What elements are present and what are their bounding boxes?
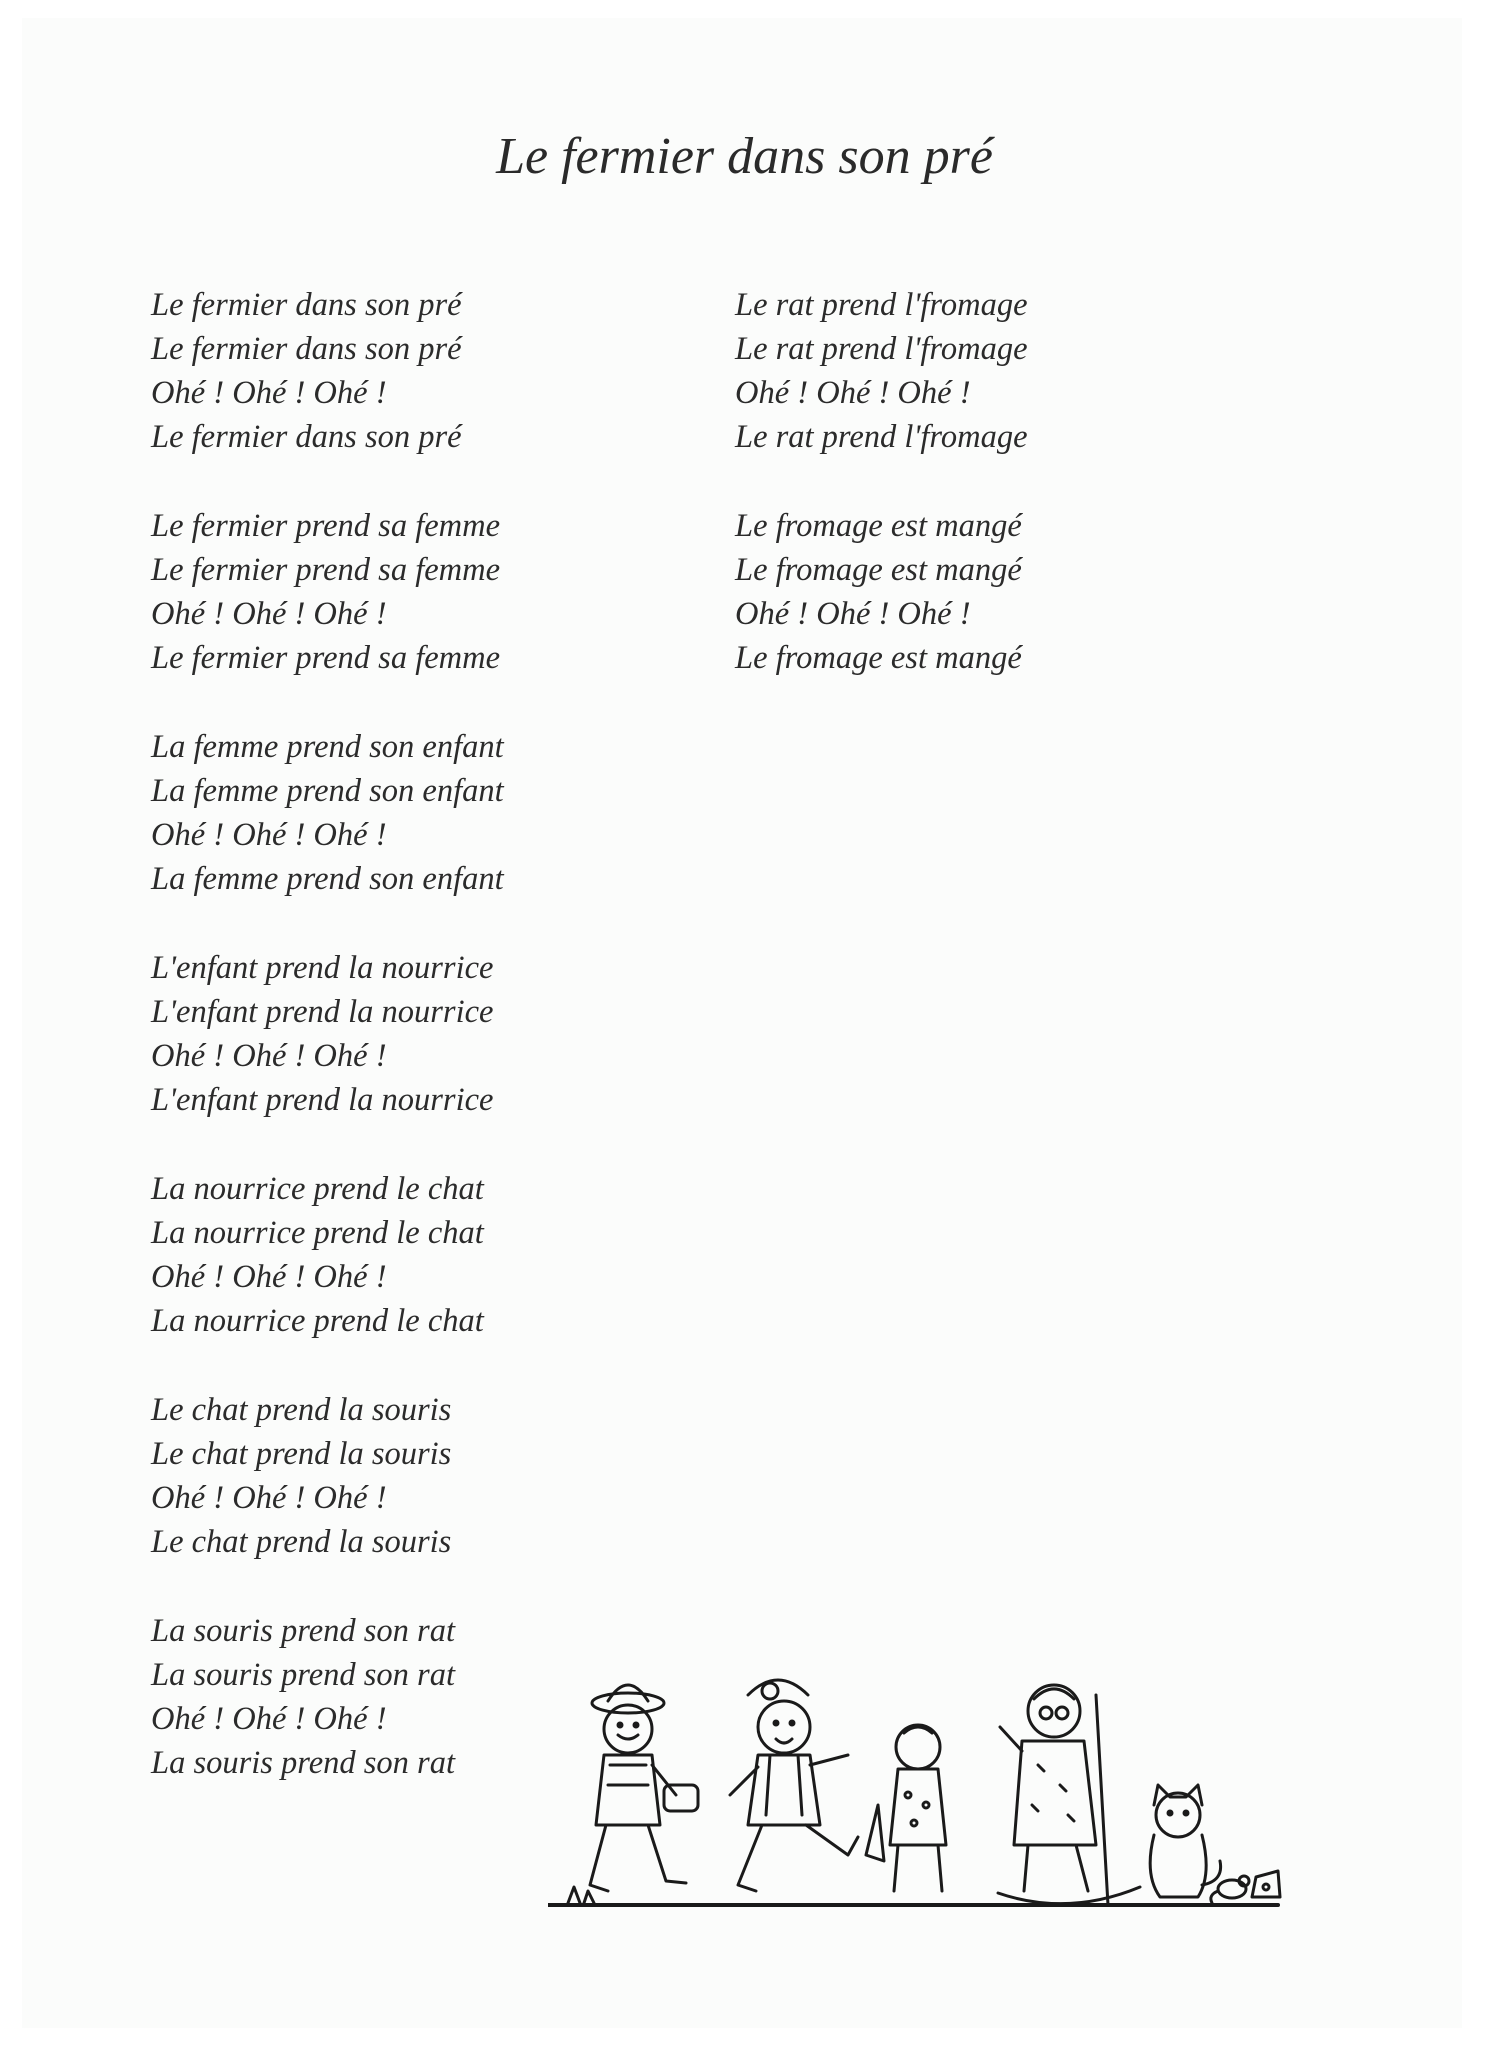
stanza [151,1167,504,1388]
lyric-line: Le fermier dans son pré [151,419,462,455]
left-lyrics-column [151,283,504,1830]
lyric-line: Ohé ! Ohé ! Ohé ! [151,1480,387,1516]
stanza [151,504,504,725]
right-lyrics-column [735,283,1028,725]
farmer-figure [568,1685,698,1903]
cat-figure [1150,1785,1220,1897]
lyric-line: Le fermier prend sa femme [151,640,501,676]
lyric-line: La souris prend son rat [151,1745,455,1781]
lyric-line: L'enfant prend la nourrice [151,950,494,986]
stanza [151,1609,504,1830]
lyric-line: Le fermier dans son pré [151,287,462,323]
lyric-line: Ohé ! Ohé ! Ohé ! [151,817,387,853]
stanza [735,504,1028,725]
lyric-line: L'enfant prend la nourrice [151,994,494,1030]
nurse-figure [998,1685,1140,1905]
stanza [151,283,504,504]
child-figure [866,1725,946,1891]
lyric-line: Le fromage est mangé [735,640,1022,676]
lyric-line: Le chat prend la souris [151,1436,452,1472]
lyric-line: La nourrice prend le chat [151,1171,484,1207]
lyric-line: Le fromage est mangé [735,552,1022,588]
lyric-line: La souris prend son rat [151,1657,455,1693]
lyric-line: Le rat prend l'fromage [735,419,1028,455]
lyric-line: La femme prend son enfant [151,729,504,765]
lyric-line: Le chat prend la souris [151,1524,452,1560]
lyric-line: Le fermier prend sa femme [151,552,501,588]
lyric-line: Le fromage est mangé [735,508,1022,544]
lyric-line: La femme prend son enfant [151,773,504,809]
page-title: Le fermier dans son pré [496,128,993,185]
lyric-line: Le rat prend l'fromage [735,287,1028,323]
wife-figure [730,1680,858,1891]
lyric-line: Le rat prend l'fromage [735,331,1028,367]
lyric-line: La femme prend son enfant [151,861,504,897]
stanza [151,946,504,1167]
lyric-line: Le fermier dans son pré [151,331,462,367]
lyric-line: La souris prend son rat [151,1613,455,1649]
lyric-line: Ohé ! Ohé ! Ohé ! [735,596,971,632]
lyric-line: La nourrice prend le chat [151,1303,484,1339]
lyric-line: Ohé ! Ohé ! Ohé ! [151,596,387,632]
stanza [151,725,504,946]
lyric-line: Ohé ! Ohé ! Ohé ! [735,375,971,411]
lyric-line: Ohé ! Ohé ! Ohé ! [151,1701,387,1737]
lyric-line: Le chat prend la souris [151,1392,452,1428]
lyric-line: Le fermier prend sa femme [151,508,501,544]
lyric-line: Ohé ! Ohé ! Ohé ! [151,375,387,411]
lyric-line: Ohé ! Ohé ! Ohé ! [151,1038,387,1074]
stanza [735,283,1028,504]
characters-illustration [548,1655,1288,1915]
cheese-figure [1252,1871,1280,1897]
lyric-line: La nourrice prend le chat [151,1215,484,1251]
stanza [151,1388,504,1609]
lyric-line: Ohé ! Ohé ! Ohé ! [151,1259,387,1295]
lyric-line: L'enfant prend la nourrice [151,1082,494,1118]
